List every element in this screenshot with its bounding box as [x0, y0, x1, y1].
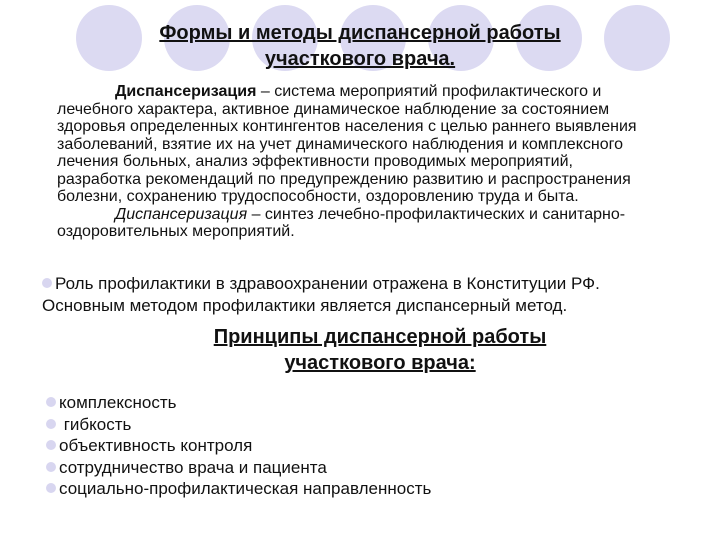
list-item-label: объективность контроля — [59, 436, 253, 455]
page-title-line-2: участкового врача. — [264, 48, 456, 70]
definition-2-line-1-rest: – синтез лечебно-профилактических и санитарно- — [247, 205, 626, 223]
bullet-icon — [42, 278, 52, 288]
list-item-label: гибкость — [59, 414, 132, 434]
role-paragraph — [42, 273, 712, 317]
definition-2-line-1 — [57, 206, 720, 224]
principles-title-line-2: участкового врача: — [284, 352, 476, 374]
list-item — [46, 435, 431, 457]
list-item-label: комплексность — [59, 393, 177, 412]
definition-line: здоровья определенных контингентов населения с целью раннего выявления — [57, 118, 637, 135]
definition-term: Диспансеризация — [115, 83, 257, 100]
role-line-1-text: Роль профилактики в здравоохранении отражена в Конституции РФ. — [55, 274, 600, 293]
definition-line: разработка рекомендаций по предупреждению развитию и распространения — [57, 170, 631, 188]
definition-line: болезни, сохранению трудоспособности, оздоровлению труда и быта. — [57, 188, 579, 205]
role-line-1 — [42, 273, 712, 295]
role-line-2: Основным методом профилактики является диспансерный метод. — [42, 296, 568, 315]
bullet-icon — [46, 397, 56, 407]
definition-line: заболеваний, взятие их на учет динамического наблюдения и комплексного — [57, 135, 623, 153]
page-title — [110, 20, 610, 72]
principles-title-line-1: Принципы диспансерной работы — [213, 326, 547, 348]
list-item-label: сотрудничество врача и пациента — [59, 457, 327, 477]
definition-line: лечения больных, анализ эффективности проводимых мероприятий, — [57, 153, 573, 170]
principles-title — [180, 324, 580, 376]
definition-2-line-2: оздоровительных мероприятий. — [57, 223, 295, 240]
bullet-icon — [46, 462, 56, 472]
definition-paragraph — [57, 83, 720, 241]
definition-line-1-rest: – система мероприятий профилактического и — [256, 83, 602, 100]
bullet-icon — [46, 419, 56, 429]
list-item — [46, 478, 431, 500]
decor-circle-7 — [604, 5, 670, 71]
list-item — [46, 457, 431, 479]
list-item — [46, 392, 431, 414]
definition-line: лечебного характера, активное динамическое наблюдение за состоянием — [57, 100, 610, 118]
definition-line-1 — [57, 83, 720, 101]
definition-2-term: Диспансеризация — [115, 205, 248, 223]
principles-list — [46, 392, 431, 500]
bullet-icon — [46, 483, 56, 493]
page-title-line-1: Формы и методы диспансерной работы — [159, 22, 561, 44]
bullet-icon — [46, 440, 56, 450]
list-item-label: социально-профилактическая направленность — [59, 479, 432, 498]
list-item — [46, 414, 431, 436]
